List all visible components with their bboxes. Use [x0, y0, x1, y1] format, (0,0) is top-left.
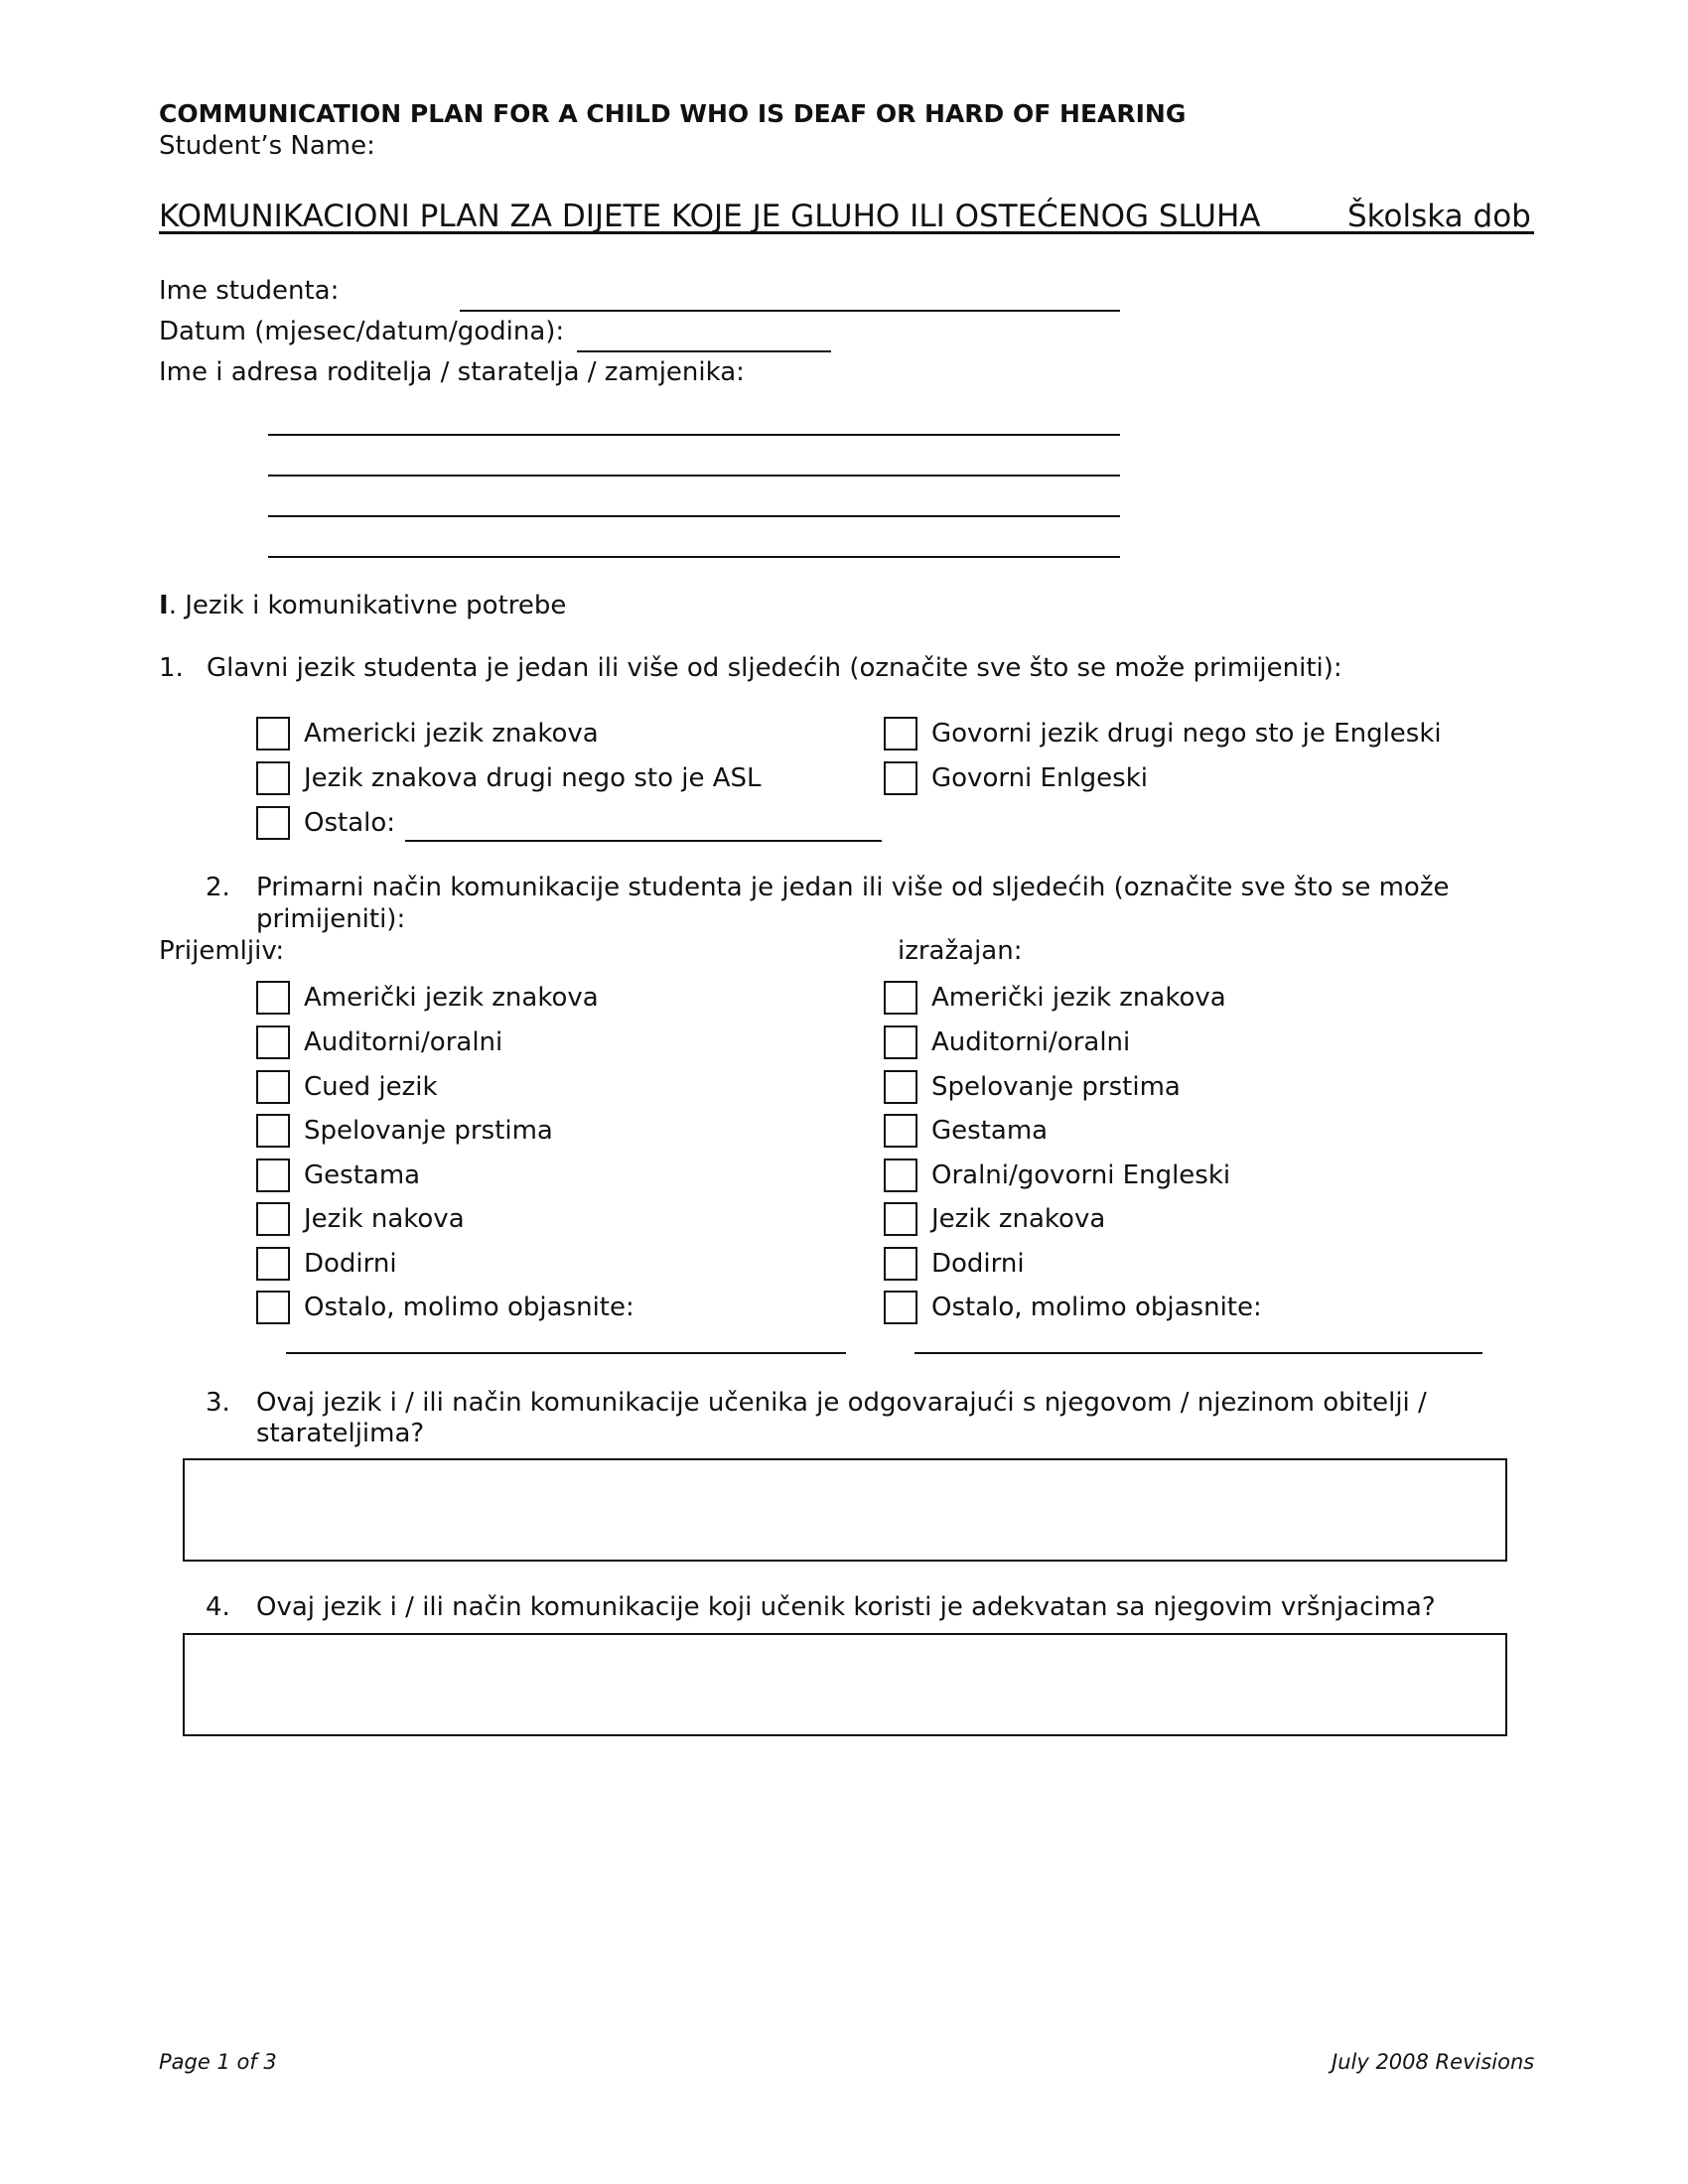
expressive-checkbox-other[interactable]	[884, 1291, 917, 1324]
expressive-option: Američki jezik znakova	[931, 983, 1226, 1013]
receptive-option: Spelovanje prstima	[304, 1116, 553, 1146]
q1-option-spoken-english: Govorni Enlgeski	[931, 763, 1149, 793]
expressive-checkbox-sign[interactable]	[884, 1202, 917, 1236]
expressive-checkbox-auditory-oral[interactable]	[884, 1025, 917, 1059]
expressive-checkbox-tactile[interactable]	[884, 1247, 917, 1281]
student-name-label: Ime studenta:	[159, 276, 340, 306]
parent-label: Ime i adresa roditelja / staratelja / zamjenika:	[159, 357, 745, 387]
q3-number: 3.	[206, 1388, 230, 1418]
q1-option-other-sign: Jezik znakova drugi nego sto je ASL	[304, 763, 762, 793]
receptive-label: Prijemljiv:	[159, 936, 285, 966]
age-group-label: Školska dob	[1347, 199, 1531, 234]
q4-text: Ovaj jezik i / ili način komunikacije koji učenik koristi je adekvatan sa njegovim vršnjacima?	[256, 1592, 1436, 1622]
date-label: Datum (mjesec/datum/godina):	[159, 317, 565, 346]
expressive-checkbox-oral-english[interactable]	[884, 1159, 917, 1192]
expressive-checkbox-fingerspelling[interactable]	[884, 1070, 917, 1104]
expressive-option: Spelovanje prstima	[931, 1072, 1181, 1102]
receptive-checkbox-cued[interactable]	[256, 1070, 290, 1104]
expressive-option: Jezik znakova	[931, 1204, 1106, 1234]
parent-address-line-3[interactable]	[268, 515, 1120, 517]
q2-text-line-2: primijeniti):	[256, 904, 406, 934]
parent-address-line-1[interactable]	[268, 434, 1120, 436]
q1-other-field[interactable]	[405, 840, 882, 842]
expressive-other-field[interactable]	[914, 1352, 1482, 1354]
expressive-label: izražajan:	[898, 936, 1023, 966]
date-field[interactable]	[577, 350, 831, 352]
q1-checkbox-other-sign[interactable]	[256, 761, 290, 795]
expressive-option: Ostalo, molimo objasnite:	[931, 1293, 1262, 1322]
parent-address-line-4[interactable]	[268, 556, 1120, 558]
title-underline	[159, 231, 1534, 234]
q2-number: 2.	[206, 873, 230, 902]
receptive-checkbox-auditory-oral[interactable]	[256, 1025, 290, 1059]
q3-answer-box[interactable]	[183, 1458, 1507, 1562]
q1-number: 1.	[159, 653, 184, 683]
q4-number: 4.	[206, 1592, 230, 1622]
q1-option-asl: Americki jezik znakova	[304, 719, 599, 749]
student-name-field[interactable]	[460, 310, 1120, 312]
revision-date: July 2008 Revisions	[1332, 2050, 1535, 2074]
receptive-option: Američki jezik znakova	[304, 983, 599, 1013]
receptive-option: Jezik nakova	[304, 1204, 465, 1234]
expressive-option: Gestama	[931, 1116, 1049, 1146]
page-title: KOMUNIKACIONI PLAN ZA DIJETE KOJE JE GLUHO ILI OSTEĆENOG SLUHA	[159, 199, 1261, 234]
english-student-name-label: Student’s Name:	[159, 131, 375, 161]
expressive-checkbox-gestures[interactable]	[884, 1114, 917, 1148]
receptive-checkbox-asl[interactable]	[256, 981, 290, 1015]
receptive-option: Auditorni/oralni	[304, 1027, 503, 1057]
english-title: COMMUNICATION PLAN FOR A CHILD WHO IS DEAF OR HARD OF HEARING	[159, 99, 1187, 128]
expressive-checkbox-asl[interactable]	[884, 981, 917, 1015]
q1-checkbox-asl[interactable]	[256, 717, 290, 751]
section-number: I	[159, 591, 169, 620]
page-number: Page 1 of 3	[159, 2050, 277, 2074]
receptive-other-field[interactable]	[286, 1352, 846, 1354]
expressive-option: Oralni/govorni Engleski	[931, 1160, 1231, 1190]
q1-checkbox-other-spoken[interactable]	[884, 717, 917, 751]
receptive-checkbox-fingerspelling[interactable]	[256, 1114, 290, 1148]
expressive-option: Dodirni	[931, 1249, 1025, 1279]
q1-option-other: Ostalo:	[304, 808, 396, 838]
receptive-checkbox-sign[interactable]	[256, 1202, 290, 1236]
q2-text-line-1: Primarni način komunikacije studenta je jedan ili više od sljedećih (označite sve što se može	[256, 873, 1450, 902]
q1-text: Glavni jezik studenta je jedan ili više od sljedećih (označite sve što se može primijeniti):	[207, 653, 1342, 683]
receptive-checkbox-tactile[interactable]	[256, 1247, 290, 1281]
receptive-option: Gestama	[304, 1160, 421, 1190]
receptive-checkbox-other[interactable]	[256, 1291, 290, 1324]
receptive-option: Ostalo, molimo objasnite:	[304, 1293, 634, 1322]
q1-checkbox-spoken-english[interactable]	[884, 761, 917, 795]
receptive-checkbox-gestures[interactable]	[256, 1159, 290, 1192]
receptive-option: Dodirni	[304, 1249, 397, 1279]
parent-address-line-2[interactable]	[268, 475, 1120, 477]
section-title: . Jezik i komunikativne potrebe	[168, 591, 567, 620]
q3-text-line-2: starateljima?	[256, 1419, 425, 1448]
receptive-option: Cued jezik	[304, 1072, 438, 1102]
q1-option-other-spoken: Govorni jezik drugi nego sto je Engleski	[931, 719, 1442, 749]
q4-answer-box[interactable]	[183, 1633, 1507, 1736]
expressive-option: Auditorni/oralni	[931, 1027, 1131, 1057]
section-heading	[159, 590, 566, 621]
q3-text-line-1: Ovaj jezik i / ili način komunikacije učenika je odgovarajući s njegovom / njezinom obitelji /	[256, 1388, 1427, 1418]
q1-checkbox-other[interactable]	[256, 806, 290, 840]
